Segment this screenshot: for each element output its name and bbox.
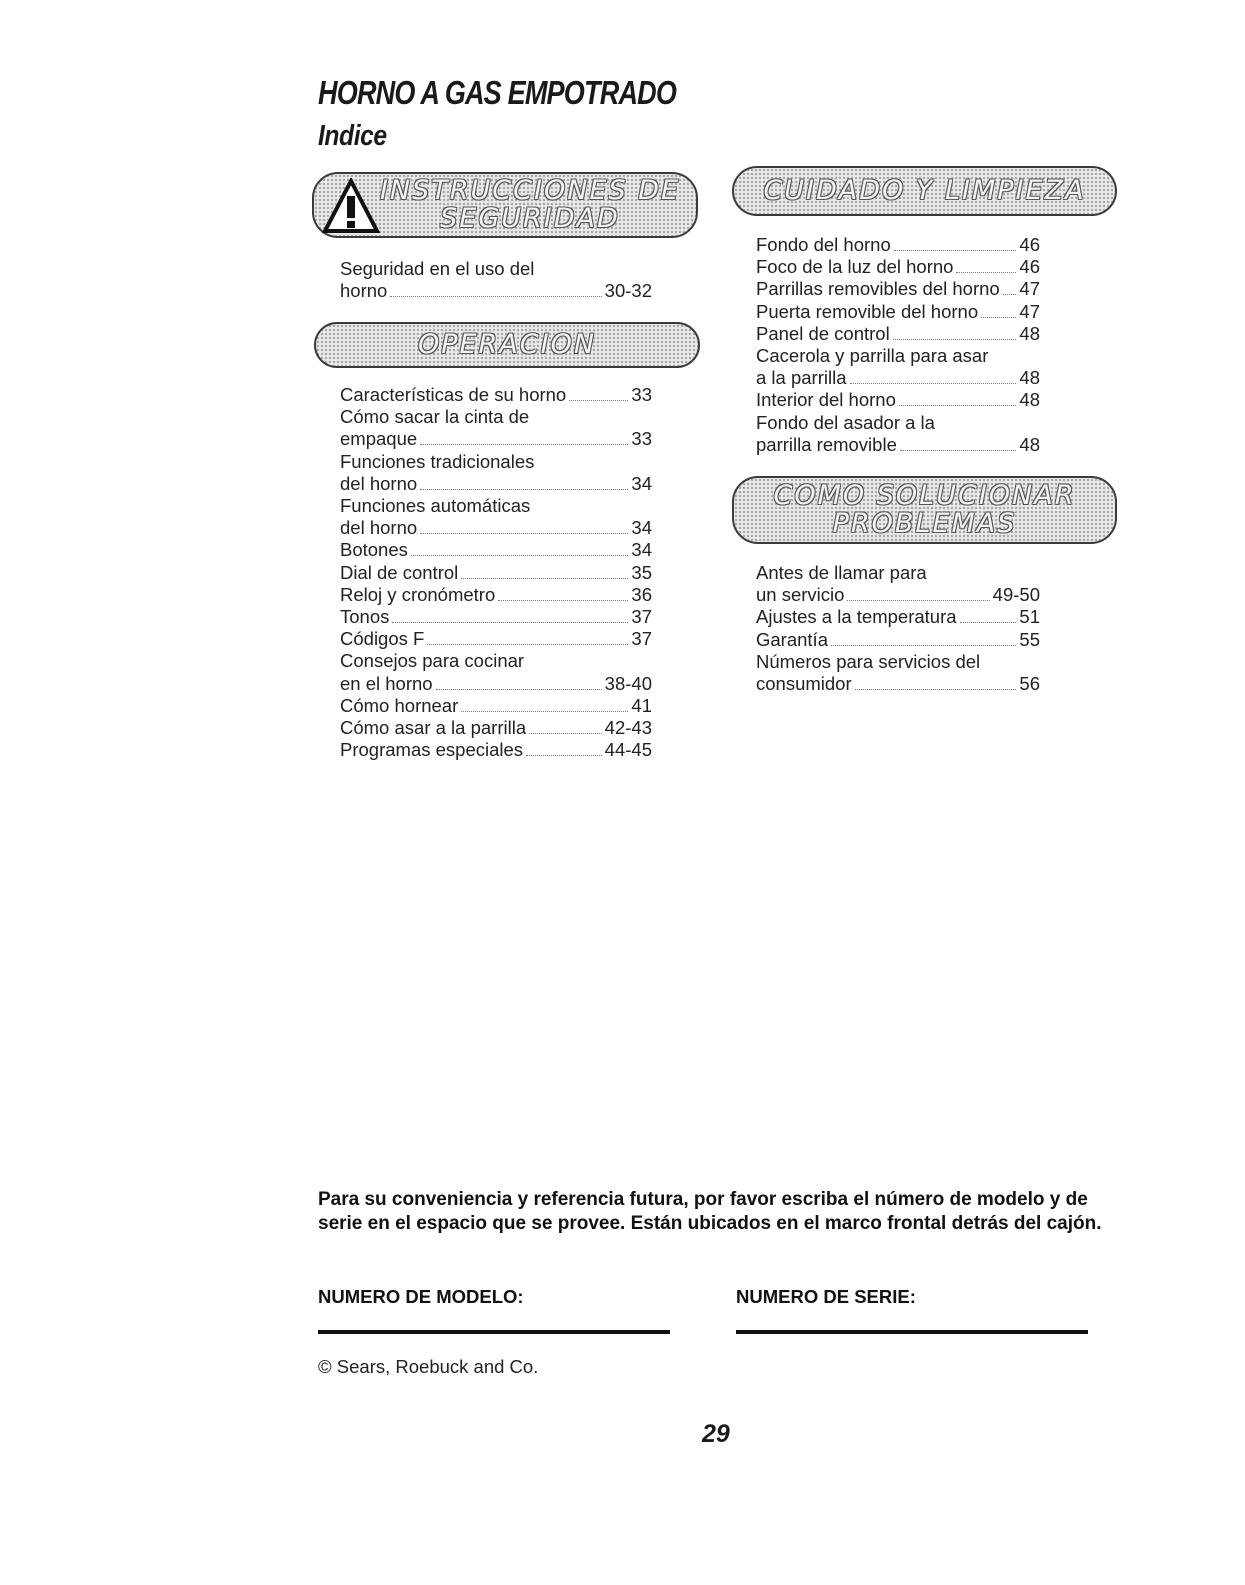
toc-entry-page: 51 — [1019, 606, 1040, 628]
toc-entry-title: Foco de la luz del horno — [756, 256, 954, 278]
serial-number-line — [736, 1330, 1088, 1334]
dot-leader — [900, 450, 1017, 451]
toc-entry-page: 34 — [631, 539, 652, 561]
toc-entry-page: 48 — [1019, 389, 1040, 411]
toc-entry — [340, 539, 652, 561]
toc-entry-page: 33 — [631, 428, 652, 450]
dot-leader — [392, 622, 628, 623]
dot-leader — [461, 711, 628, 712]
toc-entry-title: Puerta removible del horno — [756, 300, 979, 322]
toc-entry — [340, 517, 652, 539]
toc-entry-title: un servicio — [756, 584, 845, 606]
toc-entry-page: 38-40 — [604, 672, 652, 694]
toc-entry-page: 48 — [1019, 433, 1040, 455]
toc-entry-page: 46 — [1019, 234, 1040, 255]
toc-entry-title: del horno — [340, 517, 418, 539]
dot-leader — [498, 600, 628, 601]
dot-leader — [956, 272, 1016, 273]
banner-problemas-line-2: PROBLEMAS — [832, 508, 1017, 539]
toc-entry-title: en el horno — [340, 672, 433, 694]
toc-entry — [340, 717, 652, 739]
dot-leader — [893, 339, 1017, 340]
dot-leader — [427, 644, 628, 645]
toc-entry-title: horno — [340, 280, 388, 301]
toc-entry-title: Códigos F — [340, 628, 425, 650]
toc-entry — [340, 739, 652, 761]
banner-problemas-line-1: COMO SOLUCIONAR — [773, 480, 1076, 511]
toc-entry-page: 33 — [631, 384, 652, 405]
dot-leader — [855, 689, 1017, 690]
dot-leader — [411, 555, 629, 556]
dot-leader — [831, 645, 1016, 646]
toc-entry-page: 55 — [1019, 628, 1040, 650]
dot-leader — [899, 405, 1017, 406]
toc-entry-title: Programas especiales — [340, 739, 524, 761]
toc-entry-title: Fondo del asador a la — [756, 411, 935, 433]
toc-entry-title: del horno — [340, 472, 418, 494]
toc-entry-title: Seguridad en el uso del — [340, 258, 535, 279]
dot-leader — [569, 400, 628, 401]
toc-entry-page: 37 — [631, 628, 652, 650]
banner-seguridad-line-2: SEGURIDAD — [440, 203, 620, 234]
toc-entry — [340, 428, 652, 450]
index-heading: Indice — [318, 120, 387, 152]
dot-leader — [461, 578, 628, 579]
serial-number-label: NUMERO DE SERIE: — [736, 1286, 916, 1307]
toc-entry — [756, 256, 1040, 278]
dot-leader — [526, 755, 602, 756]
toc-entry-title: Botones — [340, 539, 408, 561]
dot-leader — [390, 296, 601, 297]
toc-entry — [756, 301, 1040, 323]
toc-entry-title: Garantía — [756, 628, 828, 650]
banner-operacion-line-1: OPERACION — [417, 329, 597, 360]
toc-entry — [756, 434, 1040, 456]
dot-leader — [420, 489, 628, 490]
toc-entry — [756, 278, 1040, 300]
toc-entry-page: 56 — [1019, 673, 1040, 694]
copyright: © Sears, Roebuck and Co. — [318, 1356, 539, 1377]
toc-entry-page: 48 — [1019, 322, 1040, 344]
toc-entry — [756, 584, 1040, 606]
dot-leader — [420, 533, 628, 534]
toc-entry — [340, 606, 652, 628]
model-number-label: NUMERO DE MODELO: — [318, 1286, 524, 1307]
dot-leader — [960, 622, 1017, 623]
toc-entry-title: Consejos para cocinar — [340, 650, 525, 672]
toc-entry — [756, 234, 1040, 256]
toc-entry-title: Características de su horno — [340, 384, 567, 405]
toc-entry-page: 34 — [631, 517, 652, 539]
toc-entry-page: 47 — [1019, 300, 1040, 322]
toc-entry-page: 34 — [631, 472, 652, 494]
banner-seguridad — [312, 172, 698, 238]
toc-entry-page: 30-32 — [604, 280, 652, 301]
toc-entry-title: Cómo hornear — [340, 694, 459, 716]
toc-entry-title: Cómo asar a la parrilla — [340, 717, 527, 738]
toc-entry-title: Números para servicios del — [756, 650, 981, 672]
toc-entry-page: 48 — [1019, 367, 1040, 389]
toc-entry-title: Tonos — [340, 606, 390, 627]
toc-entry-page: 36 — [631, 583, 652, 605]
toc-entry-title: Cacerola y parrilla para asar — [756, 345, 989, 366]
toc-entry-title: Interior del horno — [756, 389, 896, 411]
dot-leader — [847, 600, 989, 601]
toc-entry — [340, 384, 652, 406]
model-number-line — [318, 1330, 670, 1334]
toc-entry-title: Antes de llamar para — [756, 562, 927, 583]
banner-cuidado-line-1: CUIDADO Y LIMPIEZA — [763, 175, 1086, 206]
toc-entry-title: Parrillas removibles del horno — [756, 278, 1000, 300]
toc-entry-title: Dial de control — [340, 561, 459, 583]
toc-entry — [340, 473, 652, 495]
dot-leader — [1003, 294, 1017, 295]
toc-entry — [340, 673, 652, 695]
toc-entry — [340, 695, 652, 717]
toc-entry — [340, 628, 652, 650]
toc-entry-page: 47 — [1019, 278, 1040, 300]
dot-leader — [436, 689, 602, 690]
toc-entry-page: 41 — [631, 694, 652, 716]
toc-entry-page: 37 — [631, 606, 652, 627]
banner-seguridad-line-1: INSTRUCCIONES DE — [379, 175, 681, 206]
toc-entry — [756, 367, 1040, 389]
dot-leader — [420, 444, 628, 445]
toc-entry-page: 44-45 — [604, 739, 652, 761]
dot-leader — [529, 733, 602, 734]
toc-entry — [756, 606, 1040, 628]
toc-entry — [340, 280, 652, 302]
dot-leader — [981, 317, 1016, 318]
toc-entry-title: Fondo del horno — [756, 234, 891, 255]
warning-triangle-icon — [322, 178, 380, 234]
toc-entry-page: 35 — [631, 561, 652, 583]
toc-entry — [756, 323, 1040, 345]
document-title: HORNO A GAS EMPOTRADO — [318, 74, 677, 111]
toc-entry-page: 46 — [1019, 256, 1040, 278]
toc-entry-title: parrilla removible — [756, 433, 897, 455]
toc-entry — [756, 673, 1040, 695]
banner-cuidado — [732, 166, 1117, 216]
toc-entry — [340, 584, 652, 606]
toc-entry-title: Funciones automáticas — [340, 495, 531, 516]
toc-entry-title: consumidor — [756, 673, 852, 694]
toc-entry-title: Panel de control — [756, 322, 890, 344]
dot-leader — [850, 383, 1017, 384]
toc-entry-title: a la parrilla — [756, 367, 847, 389]
banner-problemas — [732, 476, 1117, 544]
toc-entry-page: 49-50 — [992, 584, 1040, 606]
dot-leader — [894, 250, 1017, 251]
toc-entry-title: Cómo sacar la cinta de — [340, 406, 530, 428]
banner-operacion — [314, 322, 700, 368]
toc-entry — [756, 629, 1040, 651]
toc-entry — [756, 389, 1040, 411]
model-serial-note: Para su conveniencia y referencia futura, por favor escriba el número de modelo y de serie en el espacio que se provee. Están ubicados en el marco frontal detrás del cajón. — [318, 1189, 1102, 1234]
toc-entry-title: empaque — [340, 428, 418, 450]
page-number: 29 — [702, 1420, 730, 1448]
toc-entry-title: Reloj y cronómetro — [340, 583, 496, 605]
toc-entry-title: Funciones tradicionales — [340, 450, 535, 472]
toc-entry-title: Ajustes a la temperatura — [756, 606, 957, 628]
toc-entry-page: 42-43 — [604, 717, 652, 738]
toc-entry — [340, 562, 652, 584]
